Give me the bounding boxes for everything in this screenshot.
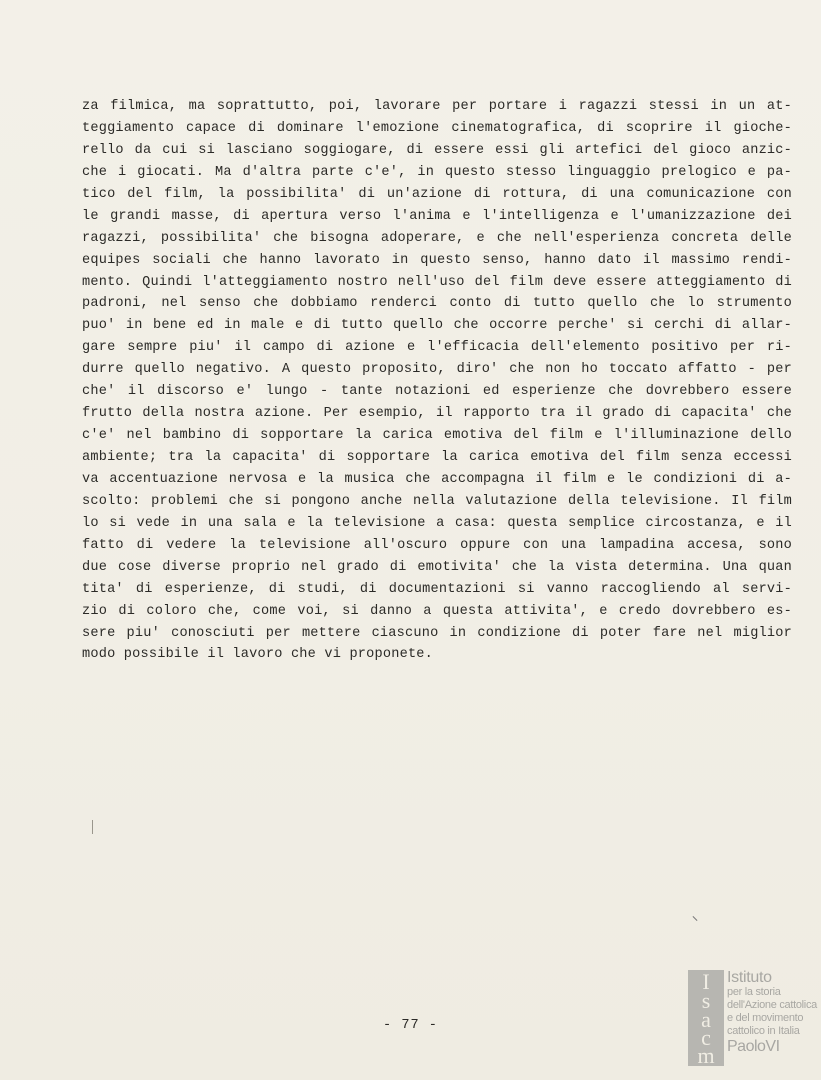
logo-monogram xyxy=(688,970,724,1066)
text-line: padroni, nel senso che dobbiamo renderci conto di tutto quello che lo strumento xyxy=(82,296,792,312)
logo-foot: PaoloVI xyxy=(727,1038,780,1055)
text-line: durre quello negativo. A questo proposito, diro' che non ho toccato affatto - per xyxy=(82,362,792,378)
text-line: che i giocati. Ma d'altra parte c'e', in questo stesso linguaggio prelogico e pa- xyxy=(82,164,792,180)
text-line: le grandi masse, di apertura verso l'anima e l'intelligenza e l'umanizzazione dei xyxy=(82,208,792,224)
text-line: tico del film, la possibilita' di un'azione di rottura, di una comunicazione con xyxy=(82,186,792,202)
text-line: rello da cui si lasciano soggiogare, di essere essi gli artefici del gioco anzic- xyxy=(82,142,792,158)
text-line: frutto della nostra azione. Per esempio, il rapporto tra il grado di capacita' che xyxy=(82,406,792,422)
logo-letter: c xyxy=(701,1025,711,1050)
paper-speck xyxy=(693,916,698,921)
logo-subtitle-line: e del movimento xyxy=(727,1012,804,1024)
text-line: tita' di esperienze, di studi, di documentazioni si vanno raccogliendo al servi- xyxy=(82,581,792,597)
typescript-body xyxy=(82,96,792,666)
text-line: zio di coloro che, come voi, si danno a questa attivita', e credo dovrebbero es- xyxy=(82,603,792,619)
text-line: equipes sociali che hanno lavorato in questo senso, hanno dato il massimo rendi- xyxy=(82,252,792,268)
text-line: ambiente; tra la capacita' di sopportare la carica emotiva del film senza eccessi xyxy=(82,450,792,465)
logo-title: Istituto xyxy=(727,969,772,986)
logo-subtitle-line: cattolico in Italia xyxy=(727,1025,800,1037)
text-line: fatto di vedere la televisione all'oscuro oppure con una lampadina accesa, sono xyxy=(82,537,792,553)
text-line: lo si vede in una sala e la televisione a casa: questa semplice circostanza, e il xyxy=(82,515,792,531)
logo-letter: s xyxy=(701,988,711,1013)
text-line: scolto: problemi che si pongono anche nella valutazione della televisione. Il film xyxy=(82,493,792,509)
text-line: ragazzi, possibilita' che bisogna adoperare, e che nell'esperienza concreta delle xyxy=(82,230,792,246)
logo-subtitle-line: dell'Azione cattolica xyxy=(727,999,817,1011)
institute-logo xyxy=(688,970,820,1066)
logo-letter: I xyxy=(702,969,710,994)
text-line: mento. Quindi l'atteggiamento nostro nell'uso del film deve essere atteggiamento di xyxy=(82,274,792,290)
text-line: gare sempre piu' il campo di azione e l'efficacia dell'elemento positivo per ri- xyxy=(82,340,792,356)
text-line: za filmica, ma soprattutto, poi, lavorare per portare i ragazzi stessi in un at- xyxy=(82,99,792,114)
text-line: sere piu' conosciuti per mettere ciascuno in condizione di poter fare nel miglior xyxy=(82,625,792,641)
logo-subtitle-line: per la storia xyxy=(727,986,781,998)
text-line: c'e' nel bambino di sopportare la carica emotiva del film e l'illuminazione dello xyxy=(82,428,792,444)
page-number: - 77 - xyxy=(383,1018,438,1033)
margin-mark xyxy=(92,820,93,834)
logo-text xyxy=(727,970,821,1056)
text-line: teggiamento capace di dominare l'emozione cinematografica, di scoprire il gioche- xyxy=(82,120,792,136)
logo-letter: m xyxy=(697,1043,715,1068)
text-line: modo possibile il lavoro che vi proponete. xyxy=(82,647,434,663)
logo-letter: a xyxy=(701,1007,711,1032)
text-line: va accentuazione nervosa e la musica che accompagna il film e le condizioni di a- xyxy=(82,471,792,487)
text-line: due cose diverse proprio nel grado di emotivita' che la vista determina. Una quan xyxy=(82,559,792,575)
text-line: puo' in bene ed in male e di tutto quello che occorre perche' si cerchi di allar- xyxy=(82,318,792,334)
text-line: che' il discorso e' lungo - tante notazioni ed esperienze che dovrebbero essere xyxy=(82,384,792,400)
